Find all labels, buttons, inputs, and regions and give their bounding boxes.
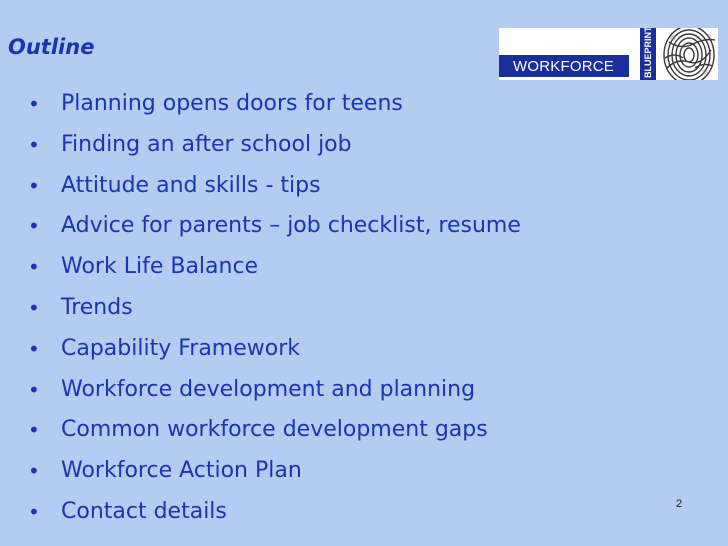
page-number: 2 (676, 498, 683, 510)
list-item (24, 492, 664, 533)
logo-vertical-band (640, 28, 656, 80)
list-item-text: Trends (61, 294, 133, 320)
list-item (24, 329, 664, 370)
logo-word: WORKFORCE (513, 58, 614, 75)
list-item (24, 370, 664, 411)
list-item (24, 206, 664, 247)
list-item (24, 166, 664, 207)
bullet: • (28, 173, 40, 198)
bullet: • (28, 336, 40, 361)
list-item-text: Contact details (61, 498, 227, 524)
list-item (24, 247, 664, 288)
list-item-text: Workforce development and planning (61, 376, 476, 402)
list-item (24, 410, 664, 451)
logo-vertical-word: BLUEPRINT (643, 26, 653, 78)
workforce-blueprint-logo (499, 28, 718, 80)
list-item-text: Capability Framework (61, 335, 301, 361)
list-item (24, 451, 664, 492)
bullet: • (28, 459, 40, 484)
outline-list (24, 84, 664, 533)
list-item-text: Workforce Action Plan (61, 458, 302, 484)
list-item-text: Attitude and skills - tips (61, 172, 321, 198)
list-item-text: Common workforce development gaps (61, 417, 488, 443)
bullet: • (28, 295, 40, 320)
bullet: • (28, 255, 40, 280)
list-item (24, 125, 664, 166)
bullet: • (28, 377, 40, 402)
list-item-text: Planning opens doors for teens (61, 91, 403, 116)
bullet: • (28, 92, 40, 116)
list-item-text: Advice for parents – job checklist, resume (61, 213, 521, 239)
bullet: • (28, 214, 40, 239)
list-item (24, 84, 664, 125)
list-item-text: Finding an after school job (61, 131, 352, 157)
bullet: • (28, 418, 40, 443)
bullet: • (28, 499, 40, 524)
slide-title: Outline (8, 35, 95, 59)
list-item-text: Work Life Balance (61, 254, 259, 280)
bullet: • (28, 132, 40, 157)
list-item (24, 288, 664, 329)
fingerprint-icon (659, 28, 718, 80)
